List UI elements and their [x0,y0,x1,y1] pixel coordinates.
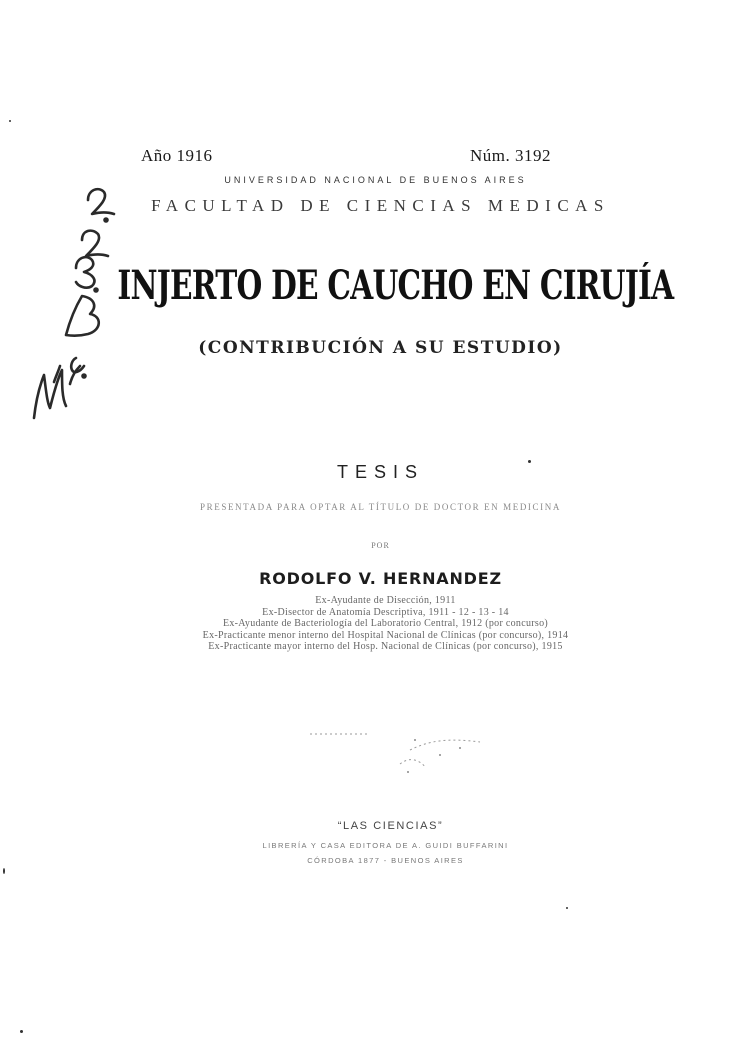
author-credentials [0,595,731,653]
printers-ornament [290,720,500,780]
scan-speck [3,868,5,874]
university-name: UNIVERSIDAD NACIONAL DE BUENOS AIRES [224,175,527,185]
by-label: POR [371,541,390,550]
document-title: INJERTO DE CAUCHO EN CIRUJÍA [117,262,674,309]
scan-speck [9,120,11,122]
scan-speck [20,1030,23,1033]
publisher-details: LIBRERÍA Y CASA EDITORA DE A. GUIDI BUFFARINI [262,841,509,850]
document-subtitle: (CONTRIBUCIÓN A SU ESTUDIO) [198,338,563,358]
scan-speck [566,907,568,909]
author-name: RODOLFO V. HERNANDEZ [259,569,502,588]
publisher-name: “LAS CIENCIAS” [337,820,444,832]
scan-speck [528,460,531,463]
credential-line: Ex-Practicante mayor interno del Hosp. Nacional de Clínicas (por concurso), 1915 [208,641,563,652]
thesis-label: TESIS [336,462,424,482]
faculty-name: FACULTAD DE CIENCIAS MEDICAS [151,196,610,215]
credential-line: Ex-Disector de Anatomía Descriptiva, 1911 - 12 - 13 - 14 [262,606,509,618]
publication-year: Año 1916 [141,146,213,165]
thesis-number: Núm. 3192 [470,146,551,165]
credential-line: Ex-Practicante menor interno del Hospital Nacional de Clínicas (por concurso), 1914 [202,629,569,641]
credential-line: Ex-Ayudante de Disección, 1911 [315,595,456,606]
credential-line: Ex-Ayudante de Bacteriología del Laboratorio Central, 1912 (por concurso) [222,618,549,629]
publisher-address: CÓRDOBA 1877 - BUENOS AIRES [307,856,464,865]
thesis-purpose: PRESENTADA PARA OPTAR AL TÍTULO DE DOCTOR EN MEDICINA [200,502,561,512]
